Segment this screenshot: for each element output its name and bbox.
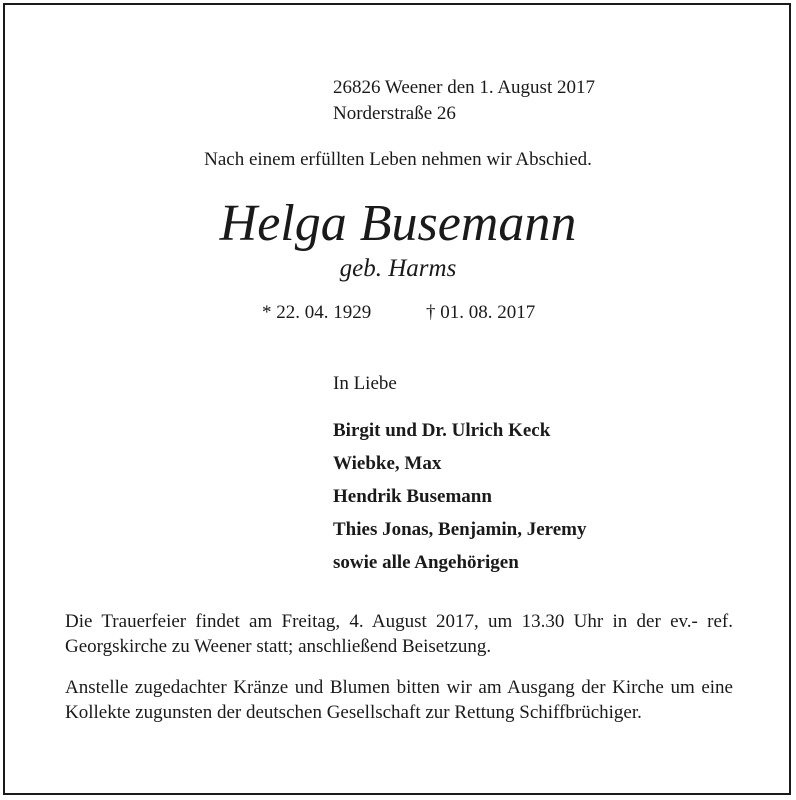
mourner-line: sowie alle Angehörigen <box>333 552 519 573</box>
deceased-name: Helga Busemann <box>219 195 577 252</box>
address-place-date: 26826 Weener den 1. August 2017 <box>333 77 595 98</box>
donation-paragraph: Anstelle zugedachter Kränze und Blumen bitten wir am Ausgang der Kirche um eine Kollekte zugunsten der deutschen Gesellschaft zur Rettung Schiffbrüchiger. <box>65 677 733 723</box>
in-love-label: In Liebe <box>333 373 397 394</box>
address-street: Norderstraße 26 <box>333 103 456 124</box>
death-date: † 01. 08. 2017 <box>426 302 536 323</box>
mourner-line: Birgit und Dr. Ulrich Keck <box>333 420 551 441</box>
intro-text: Nach einem erfüllten Leben nehmen wir Abschied. <box>204 149 592 170</box>
service-paragraph: Die Trauerfeier findet am Freitag, 4. August 2017, um 13.30 Uhr in der ev.- ref. Georgskirche zu Weener statt; anschließend Beisetzung. <box>65 611 733 657</box>
birth-name: geb. Harms <box>339 255 457 282</box>
mourner-line: Hendrik Busemann <box>333 486 492 507</box>
birth-date: * 22. 04. 1929 <box>262 302 372 323</box>
mourner-line: Wiebke, Max <box>333 453 442 474</box>
mourner-line: Thies Jonas, Benjamin, Jeremy <box>333 519 587 540</box>
